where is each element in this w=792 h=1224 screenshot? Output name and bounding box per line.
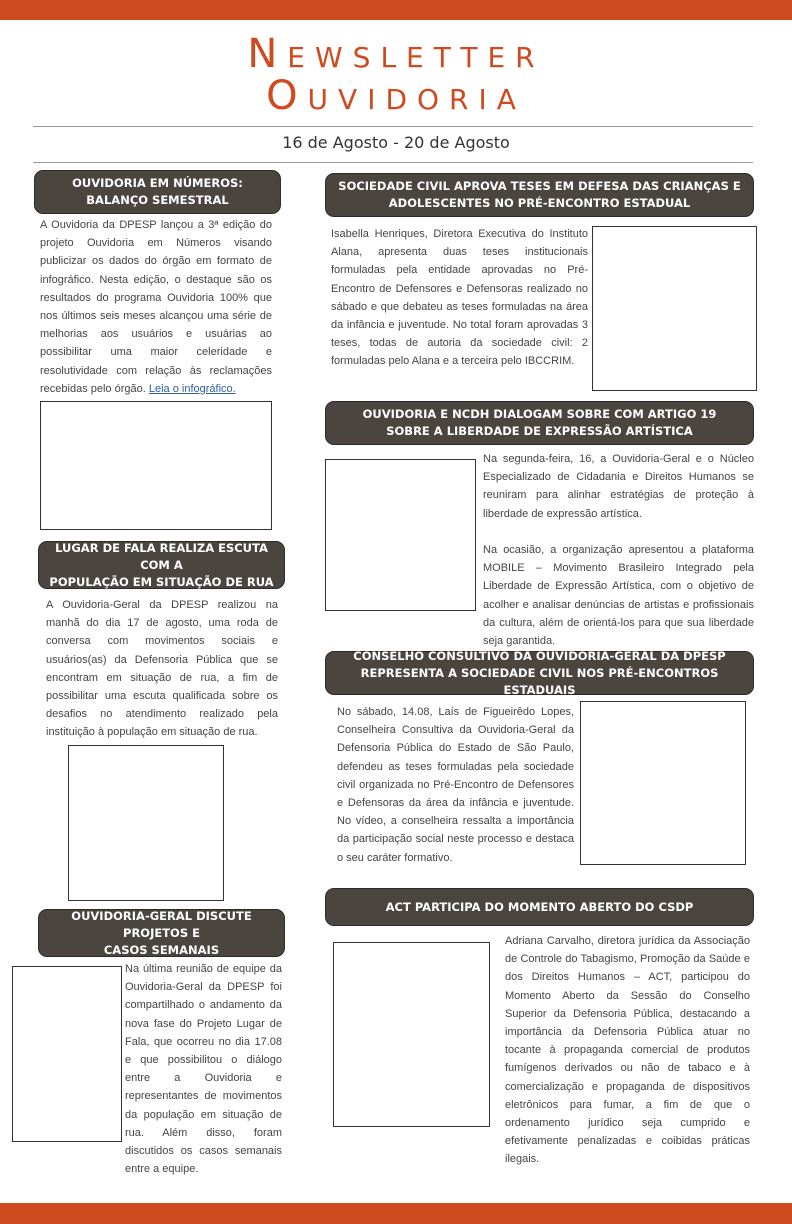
- conselho-consultivo-image: [580, 701, 746, 865]
- lugar-de-fala-image: [68, 745, 224, 901]
- newsletter-title: Newsletter: [247, 31, 545, 77]
- heading-ncdh: OUVIDORIA E NCDH DIALOGAM SOBRE COM ARTIGO 19 SOBRE A LIBERDADE DE EXPRESSÃO ARTÍSTICA: [325, 401, 754, 445]
- article-ncdh: Na segunda-feira, 16, a Ouvidoria-Geral e o Núcleo Especializado de Cidadania e Direitos Humanos se reuniram para alinhar estratégias de proteção à liberdade de expressão artística. Na ocasião, a organização apresentou a plataforma MOBILE – Movimento Brasileiro Integrado pela Liberdade de Expressão Artística, com o objetivo de acolher e analisar denúncias de artistas e profissionais da cultura, além de orientá-los para que sua liberdade seja garantida.: [483, 453, 754, 648]
- heading-ouvidoria-em-numeros: OUVIDORIA EM NÚMEROS: BALANÇO SEMESTRAL: [34, 170, 281, 214]
- heading-conselho-consultivo: CONSELHO CONSULTIVO DA OUVIDORIA-GERAL DA DPESP REPRESENTA A SOCIEDADE CIVIL NOS PRÉ-ENCONTROS ESTADUAIS: [325, 651, 754, 695]
- article-sociedade-civil: Isabella Henriques, Diretora Executiva do Instituto Alana, apresenta duas teses institucionais formuladas pela entidade aprovadas no Pré-Encontro de Defensores e Defensoras realizado no sábado e que debateu as teses formuladas na área da infância e juventude. No total foram aprovadas 3 teses, todas de autoria da sociedade civil: 2 formuladas pelo Alana e a terceira pelo IBCCRIM.: [331, 228, 588, 368]
- heading-act: ACT PARTICIPA DO MOMENTO ABERTO DO CSDP: [325, 888, 754, 926]
- ouvidoria-title: Ouvidoria: [266, 73, 526, 119]
- article-act: Adriana Carvalho, diretora jurídica da Associação de Controle do Tabagismo, Promoção da Saúde e dos Direitos Humanos – ACT, participou do Momento Aberto da Sessão do Conselho Superior da Defensoria Pública, destacando a importância da Defensoria Pública atuar no tocante à propaganda comercial de produtos fumígenos derivados ou não de tabaco e à comercialização e propaganda de dispositivos eletrônicos para fumar, a fim de que o ordenamento jurídico seja cumprido e efetivamente penalizadas e coibidas práticas ilegais.: [505, 935, 750, 1166]
- infographic-image: [40, 401, 272, 530]
- divider-bottom: [33, 162, 753, 163]
- article-lugar-de-fala: A Ouvidoria-Geral da DPESP realizou na manhã do dia 17 de agosto, uma roda de conversa com movimentos sociais e usuários(as) da Defensoria Pública que se encontram em situação de rua, a fim de possibilitar uma escuta qualificada sobre os desafios no atendimento realizado pela instituição à população em situação de rua.: [46, 599, 278, 739]
- heading-lugar-de-fala: LUGAR DE FALA REALIZA ESCUTA COM A POPULAÇÃO EM SITUAÇÃO DE RUA: [38, 541, 285, 589]
- heading-sociedade-civil: SOCIEDADE CIVIL APROVA TESES EM DEFESA DAS CRIANÇAS E ADOLESCENTES NO PRÉ-ENCONTRO ESTADUAL: [325, 173, 754, 217]
- article-conselho-consultivo: No sábado, 14.08, Laís de Figueirêdo Lopes, Conselheira Consultiva da Ouvidoria-Geral da Defensoria Pública do Estado de São Paulo, defendeu as teses formuladas pela sociedade civil organizada no Pré-Encontro de Defensores e Defensoras da área da infância e juventude. No vídeo, a conselheira ressalta a importância da participação social neste processo e destaca o seu caráter formativo.: [337, 706, 574, 864]
- ncdh-image: [325, 459, 476, 611]
- date-range: 16 de Agosto - 20 de Agosto: [282, 133, 510, 152]
- top-accent-bar: [0, 0, 792, 20]
- infographic-link[interactable]: Leia o infográfico.: [148, 382, 236, 395]
- article-ouvidoria-em-numeros: [40, 216, 272, 398]
- article-discute-projetos: Na última reunião de equipe da Ouvidoria-Geral da DPESP foi compartilhado o andamento da nova fase do Projeto Lugar de Fala, que ocorreu no dia 17.08 e que possibilitou o diálogo entre a Ouvidoria e representantes de movimentos da população em situação de rua. Além disso, foram discutidos os casos semanais entre a equipe.: [125, 963, 282, 1176]
- sociedade-civil-image: [592, 226, 757, 391]
- divider-top: [33, 126, 753, 127]
- heading-discute-projetos: OUVIDORIA-GERAL DISCUTE PROJETOS E CASOS SEMANAIS: [38, 909, 285, 957]
- bottom-accent-bar: [0, 1203, 792, 1224]
- article-body: A Ouvidoria da DPESP lançou a 3ª edição do projeto Ouvidoria em Números visando publicizar os dados do órgão em formato de infográfico. Nesta edição, o destaque são os resultados do programa Ouvidoria 100% que nos últimos seis meses alcançou uma série de melhorias aos usuários e usuárias ao possibilitar uma maior celeridade e resolutividade com relação às reclamações recebidas pelo órgão.: [40, 219, 272, 395]
- act-image: [333, 942, 490, 1127]
- discute-projetos-image: [12, 966, 122, 1142]
